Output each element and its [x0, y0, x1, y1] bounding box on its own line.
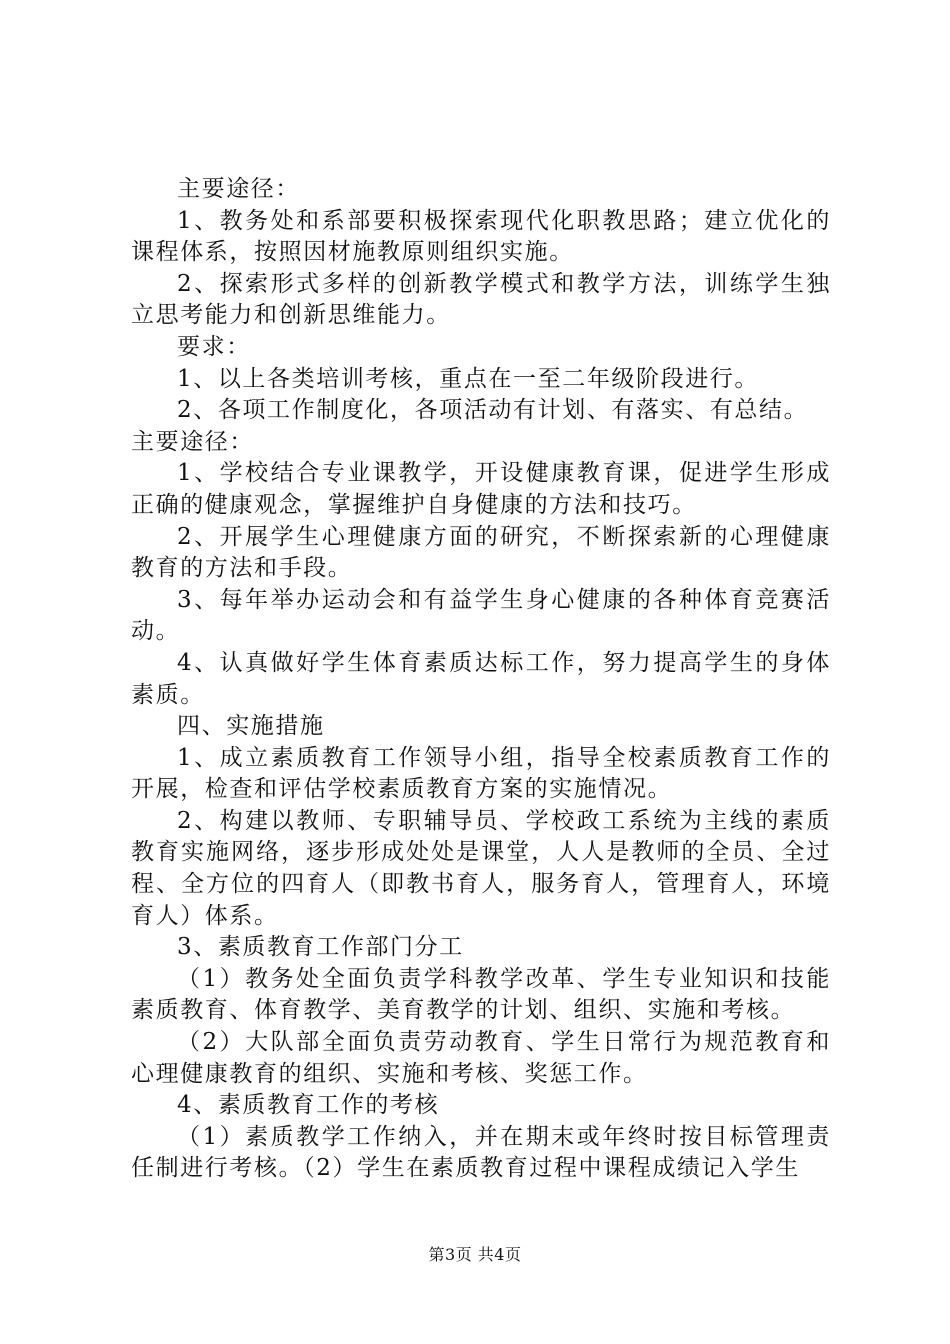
- paragraph-route-2: 2、探索形式多样的创新教学模式和教学方法，训练学生独立思考能力和创新思维能力。: [131, 270, 831, 329]
- paragraph-health-route-4: 4、认真做好学生体育素质达标工作，努力提高学生的身体素质。: [131, 649, 831, 708]
- paragraph-requirements-heading: 要求：: [177, 333, 251, 360]
- paragraph-division-1: （1）教务处全面负责学科教学改革、学生专业知识和技能素质教育、体育教学、美育教学的计划、组织、实施和考核。: [131, 965, 831, 1024]
- paragraph-route-1: 1、教务处和系部要积极探索现代化职教思路；建立优化的课程体系，按照因材施教原则组织实施。: [131, 207, 831, 266]
- paragraph-measure-1: 1、成立素质教育工作领导小组，指导全校素质教育工作的开展，检查和评估学校素质教育方案的实施情况。: [131, 744, 831, 803]
- paragraph-health-route-2: 2、开展学生心理健康方面的研究，不断探索新的心理健康教育的方法和手段。: [131, 523, 831, 582]
- paragraph-requirement-2: 2、各项工作制度化，各项活动有计划、有落实、有总结。: [177, 397, 809, 424]
- paragraph-main-routes-heading: 主要途径：: [177, 176, 300, 202]
- paragraph-health-route-1: 1、学校结合专业课教学，开设健康教育课，促进学生形成正确的健康观念，掌握维护自身健康的方法和技巧。: [131, 460, 831, 518]
- paragraph-division-2: （2）大队部全面负责劳动教育、学生日常行为规范教育和心理健康教育的组织、实施和考核、奖惩工作。: [131, 1029, 831, 1087]
- paragraph-health-route-3: 3、每年举办运动会和有益学生身心健康的各种体育竞赛活动。: [131, 586, 831, 645]
- paragraph-measure-2: 2、构建以教师、专职辅导员、学校政工系统为主线的素质教育实施网络，逐步形成处处是课堂，人人是教师的全员、全过程、全方位的四育人（即教书育人，服务育人，管理育人，环境育人）体系。: [131, 807, 831, 929]
- paragraph-assessment: （1）素质教学工作纳入，并在期末或年终时按目标管理责任制进行考核。（2）学生在素质教育过程中课程成绩记入学生: [131, 1123, 831, 1182]
- section-heading-measures: 四、实施措施: [177, 713, 325, 740]
- paragraph-requirement-1: 1、以上各类培训考核，重点在一至二年级阶段进行。: [177, 365, 760, 392]
- paragraph-measure-3: 3、素质教育工作部门分工: [177, 934, 464, 961]
- paragraph-main-routes-heading-2: 主要途径：: [131, 428, 254, 455]
- document-body: [131, 174, 831, 1185]
- page-footer: 第3页 共4页: [428, 1245, 522, 1264]
- paragraph-measure-4: 4、素质教育工作的考核: [177, 1092, 440, 1119]
